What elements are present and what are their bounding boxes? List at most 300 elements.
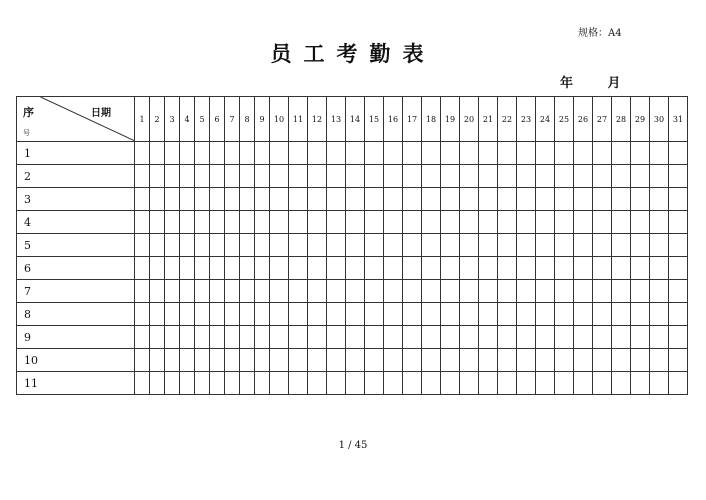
attendance-cell[interactable] — [536, 188, 555, 211]
attendance-cell[interactable] — [479, 349, 498, 372]
attendance-cell[interactable] — [225, 280, 240, 303]
attendance-cell[interactable] — [255, 211, 270, 234]
attendance-cell[interactable] — [650, 211, 669, 234]
attendance-cell[interactable] — [346, 280, 365, 303]
attendance-cell[interactable] — [327, 280, 346, 303]
attendance-cell[interactable] — [631, 211, 650, 234]
attendance-cell[interactable] — [460, 257, 479, 280]
attendance-cell[interactable] — [498, 142, 517, 165]
attendance-cell[interactable] — [327, 326, 346, 349]
attendance-cell[interactable] — [460, 280, 479, 303]
attendance-cell[interactable] — [650, 142, 669, 165]
attendance-cell[interactable] — [574, 280, 593, 303]
attendance-cell[interactable] — [384, 142, 403, 165]
attendance-cell[interactable] — [135, 257, 150, 280]
attendance-cell[interactable] — [650, 303, 669, 326]
attendance-cell[interactable] — [225, 303, 240, 326]
attendance-cell[interactable] — [195, 257, 210, 280]
attendance-cell[interactable] — [460, 142, 479, 165]
attendance-cell[interactable] — [479, 280, 498, 303]
attendance-cell[interactable] — [574, 211, 593, 234]
attendance-cell[interactable] — [555, 303, 574, 326]
attendance-cell[interactable] — [536, 280, 555, 303]
attendance-cell[interactable] — [669, 234, 688, 257]
attendance-cell[interactable] — [308, 165, 327, 188]
attendance-cell[interactable] — [669, 142, 688, 165]
attendance-cell[interactable] — [631, 234, 650, 257]
attendance-cell[interactable] — [270, 211, 289, 234]
attendance-cell[interactable] — [165, 142, 180, 165]
attendance-cell[interactable] — [612, 280, 631, 303]
attendance-cell[interactable] — [650, 234, 669, 257]
attendance-cell[interactable] — [669, 257, 688, 280]
attendance-cell[interactable] — [650, 349, 669, 372]
attendance-cell[interactable] — [422, 165, 441, 188]
attendance-cell[interactable] — [517, 349, 536, 372]
attendance-cell[interactable] — [240, 280, 255, 303]
attendance-cell[interactable] — [225, 142, 240, 165]
attendance-cell[interactable] — [574, 257, 593, 280]
attendance-cell[interactable] — [327, 349, 346, 372]
attendance-cell[interactable] — [240, 188, 255, 211]
attendance-cell[interactable] — [210, 349, 225, 372]
attendance-cell[interactable] — [150, 280, 165, 303]
attendance-cell[interactable] — [479, 326, 498, 349]
attendance-cell[interactable] — [195, 188, 210, 211]
attendance-cell[interactable] — [289, 211, 308, 234]
attendance-cell[interactable] — [403, 372, 422, 395]
attendance-cell[interactable] — [555, 372, 574, 395]
attendance-cell[interactable] — [346, 372, 365, 395]
attendance-cell[interactable] — [593, 303, 612, 326]
attendance-cell[interactable] — [593, 349, 612, 372]
attendance-cell[interactable] — [195, 211, 210, 234]
attendance-cell[interactable] — [327, 303, 346, 326]
attendance-cell[interactable] — [384, 257, 403, 280]
attendance-cell[interactable] — [403, 303, 422, 326]
attendance-cell[interactable] — [650, 165, 669, 188]
attendance-cell[interactable] — [289, 349, 308, 372]
attendance-cell[interactable] — [365, 349, 384, 372]
attendance-cell[interactable] — [180, 257, 195, 280]
attendance-cell[interactable] — [150, 257, 165, 280]
attendance-cell[interactable] — [517, 326, 536, 349]
attendance-cell[interactable] — [403, 280, 422, 303]
attendance-cell[interactable] — [240, 303, 255, 326]
attendance-cell[interactable] — [384, 280, 403, 303]
attendance-cell[interactable] — [498, 211, 517, 234]
attendance-cell[interactable] — [669, 188, 688, 211]
attendance-cell[interactable] — [289, 372, 308, 395]
attendance-cell[interactable] — [308, 326, 327, 349]
attendance-cell[interactable] — [593, 280, 612, 303]
attendance-cell[interactable] — [384, 234, 403, 257]
attendance-cell[interactable] — [180, 234, 195, 257]
attendance-cell[interactable] — [555, 165, 574, 188]
attendance-cell[interactable] — [308, 188, 327, 211]
attendance-cell[interactable] — [422, 257, 441, 280]
attendance-cell[interactable] — [422, 372, 441, 395]
attendance-cell[interactable] — [180, 303, 195, 326]
attendance-cell[interactable] — [384, 211, 403, 234]
attendance-cell[interactable] — [165, 234, 180, 257]
attendance-cell[interactable] — [517, 211, 536, 234]
attendance-cell[interactable] — [403, 326, 422, 349]
attendance-cell[interactable] — [210, 211, 225, 234]
attendance-cell[interactable] — [384, 188, 403, 211]
attendance-cell[interactable] — [240, 165, 255, 188]
attendance-cell[interactable] — [384, 326, 403, 349]
attendance-cell[interactable] — [346, 234, 365, 257]
attendance-cell[interactable] — [422, 349, 441, 372]
attendance-cell[interactable] — [422, 142, 441, 165]
attendance-cell[interactable] — [135, 165, 150, 188]
attendance-cell[interactable] — [460, 349, 479, 372]
attendance-cell[interactable] — [210, 257, 225, 280]
attendance-cell[interactable] — [574, 303, 593, 326]
attendance-cell[interactable] — [225, 326, 240, 349]
attendance-cell[interactable] — [555, 188, 574, 211]
attendance-cell[interactable] — [536, 211, 555, 234]
attendance-cell[interactable] — [574, 188, 593, 211]
attendance-cell[interactable] — [308, 303, 327, 326]
attendance-cell[interactable] — [346, 257, 365, 280]
attendance-cell[interactable] — [270, 326, 289, 349]
attendance-cell[interactable] — [225, 349, 240, 372]
attendance-cell[interactable] — [135, 303, 150, 326]
attendance-cell[interactable] — [555, 280, 574, 303]
attendance-cell[interactable] — [165, 211, 180, 234]
attendance-cell[interactable] — [479, 372, 498, 395]
attendance-cell[interactable] — [255, 280, 270, 303]
attendance-cell[interactable] — [460, 165, 479, 188]
attendance-cell[interactable] — [612, 326, 631, 349]
attendance-cell[interactable] — [441, 165, 460, 188]
attendance-cell[interactable] — [498, 280, 517, 303]
attendance-cell[interactable] — [225, 257, 240, 280]
attendance-cell[interactable] — [612, 142, 631, 165]
attendance-cell[interactable] — [210, 234, 225, 257]
attendance-cell[interactable] — [498, 303, 517, 326]
attendance-cell[interactable] — [460, 326, 479, 349]
attendance-cell[interactable] — [180, 280, 195, 303]
attendance-cell[interactable] — [441, 326, 460, 349]
attendance-cell[interactable] — [441, 188, 460, 211]
attendance-cell[interactable] — [365, 257, 384, 280]
attendance-cell[interactable] — [195, 303, 210, 326]
attendance-cell[interactable] — [135, 188, 150, 211]
attendance-cell[interactable] — [650, 188, 669, 211]
attendance-cell[interactable] — [631, 165, 650, 188]
attendance-cell[interactable] — [270, 142, 289, 165]
attendance-cell[interactable] — [308, 349, 327, 372]
attendance-cell[interactable] — [441, 349, 460, 372]
attendance-cell[interactable] — [210, 280, 225, 303]
attendance-cell[interactable] — [270, 303, 289, 326]
attendance-cell[interactable] — [225, 234, 240, 257]
attendance-cell[interactable] — [460, 372, 479, 395]
attendance-cell[interactable] — [255, 326, 270, 349]
attendance-cell[interactable] — [135, 349, 150, 372]
attendance-cell[interactable] — [210, 326, 225, 349]
attendance-cell[interactable] — [165, 326, 180, 349]
attendance-cell[interactable] — [517, 303, 536, 326]
attendance-cell[interactable] — [346, 326, 365, 349]
attendance-cell[interactable] — [536, 165, 555, 188]
attendance-cell[interactable] — [240, 211, 255, 234]
attendance-cell[interactable] — [180, 165, 195, 188]
attendance-cell[interactable] — [135, 234, 150, 257]
attendance-cell[interactable] — [498, 234, 517, 257]
attendance-cell[interactable] — [555, 257, 574, 280]
attendance-cell[interactable] — [365, 211, 384, 234]
attendance-cell[interactable] — [308, 280, 327, 303]
attendance-cell[interactable] — [479, 234, 498, 257]
attendance-cell[interactable] — [479, 303, 498, 326]
attendance-cell[interactable] — [346, 349, 365, 372]
attendance-cell[interactable] — [479, 142, 498, 165]
attendance-cell[interactable] — [498, 257, 517, 280]
attendance-cell[interactable] — [517, 188, 536, 211]
attendance-cell[interactable] — [150, 142, 165, 165]
attendance-cell[interactable] — [517, 280, 536, 303]
attendance-cell[interactable] — [165, 280, 180, 303]
attendance-cell[interactable] — [365, 326, 384, 349]
attendance-cell[interactable] — [441, 303, 460, 326]
attendance-cell[interactable] — [195, 372, 210, 395]
attendance-cell[interactable] — [498, 349, 517, 372]
attendance-cell[interactable] — [403, 142, 422, 165]
attendance-cell[interactable] — [255, 188, 270, 211]
attendance-cell[interactable] — [536, 142, 555, 165]
attendance-cell[interactable] — [346, 188, 365, 211]
attendance-cell[interactable] — [574, 372, 593, 395]
attendance-cell[interactable] — [270, 280, 289, 303]
attendance-cell[interactable] — [165, 188, 180, 211]
attendance-cell[interactable] — [135, 280, 150, 303]
attendance-cell[interactable] — [650, 257, 669, 280]
attendance-cell[interactable] — [403, 257, 422, 280]
attendance-cell[interactable] — [574, 142, 593, 165]
attendance-cell[interactable] — [327, 165, 346, 188]
attendance-cell[interactable] — [403, 234, 422, 257]
attendance-cell[interactable] — [403, 211, 422, 234]
attendance-cell[interactable] — [165, 257, 180, 280]
attendance-cell[interactable] — [180, 211, 195, 234]
attendance-cell[interactable] — [612, 188, 631, 211]
attendance-cell[interactable] — [441, 280, 460, 303]
attendance-cell[interactable] — [308, 257, 327, 280]
attendance-cell[interactable] — [479, 211, 498, 234]
attendance-cell[interactable] — [346, 142, 365, 165]
attendance-cell[interactable] — [669, 165, 688, 188]
attendance-cell[interactable] — [195, 349, 210, 372]
attendance-cell[interactable] — [255, 165, 270, 188]
attendance-cell[interactable] — [536, 234, 555, 257]
attendance-cell[interactable] — [255, 257, 270, 280]
attendance-cell[interactable] — [180, 349, 195, 372]
attendance-cell[interactable] — [195, 234, 210, 257]
attendance-cell[interactable] — [555, 234, 574, 257]
attendance-cell[interactable] — [346, 303, 365, 326]
attendance-cell[interactable] — [327, 188, 346, 211]
attendance-cell[interactable] — [422, 234, 441, 257]
attendance-cell[interactable] — [612, 303, 631, 326]
attendance-cell[interactable] — [555, 349, 574, 372]
attendance-cell[interactable] — [593, 211, 612, 234]
attendance-cell[interactable] — [612, 349, 631, 372]
attendance-cell[interactable] — [150, 349, 165, 372]
attendance-cell[interactable] — [270, 349, 289, 372]
attendance-cell[interactable] — [631, 303, 650, 326]
attendance-cell[interactable] — [574, 349, 593, 372]
attendance-cell[interactable] — [255, 372, 270, 395]
attendance-cell[interactable] — [574, 326, 593, 349]
attendance-cell[interactable] — [210, 372, 225, 395]
attendance-cell[interactable] — [327, 257, 346, 280]
attendance-cell[interactable] — [422, 326, 441, 349]
attendance-cell[interactable] — [365, 188, 384, 211]
attendance-cell[interactable] — [441, 142, 460, 165]
attendance-cell[interactable] — [669, 349, 688, 372]
attendance-cell[interactable] — [517, 257, 536, 280]
attendance-cell[interactable] — [346, 165, 365, 188]
attendance-cell[interactable] — [574, 165, 593, 188]
attendance-cell[interactable] — [289, 280, 308, 303]
attendance-cell[interactable] — [441, 234, 460, 257]
attendance-cell[interactable] — [536, 372, 555, 395]
attendance-cell[interactable] — [195, 165, 210, 188]
attendance-cell[interactable] — [165, 372, 180, 395]
attendance-cell[interactable] — [195, 142, 210, 165]
attendance-cell[interactable] — [289, 234, 308, 257]
attendance-cell[interactable] — [422, 188, 441, 211]
attendance-cell[interactable] — [631, 280, 650, 303]
attendance-cell[interactable] — [150, 234, 165, 257]
attendance-cell[interactable] — [517, 234, 536, 257]
attendance-cell[interactable] — [180, 142, 195, 165]
attendance-cell[interactable] — [365, 303, 384, 326]
attendance-cell[interactable] — [240, 142, 255, 165]
attendance-cell[interactable] — [150, 188, 165, 211]
attendance-cell[interactable] — [555, 142, 574, 165]
attendance-cell[interactable] — [593, 142, 612, 165]
attendance-cell[interactable] — [612, 211, 631, 234]
attendance-cell[interactable] — [498, 165, 517, 188]
attendance-cell[interactable] — [150, 303, 165, 326]
attendance-cell[interactable] — [650, 372, 669, 395]
attendance-cell[interactable] — [150, 326, 165, 349]
attendance-cell[interactable] — [150, 372, 165, 395]
attendance-cell[interactable] — [165, 165, 180, 188]
attendance-cell[interactable] — [270, 165, 289, 188]
attendance-cell[interactable] — [555, 211, 574, 234]
attendance-cell[interactable] — [422, 280, 441, 303]
attendance-cell[interactable] — [270, 188, 289, 211]
attendance-cell[interactable] — [289, 188, 308, 211]
attendance-cell[interactable] — [593, 326, 612, 349]
attendance-cell[interactable] — [210, 165, 225, 188]
attendance-cell[interactable] — [346, 211, 365, 234]
attendance-cell[interactable] — [225, 372, 240, 395]
attendance-cell[interactable] — [270, 372, 289, 395]
attendance-cell[interactable] — [612, 257, 631, 280]
attendance-cell[interactable] — [479, 257, 498, 280]
attendance-cell[interactable] — [135, 142, 150, 165]
attendance-cell[interactable] — [180, 372, 195, 395]
attendance-cell[interactable] — [195, 326, 210, 349]
attendance-cell[interactable] — [536, 303, 555, 326]
attendance-cell[interactable] — [441, 211, 460, 234]
attendance-cell[interactable] — [225, 188, 240, 211]
attendance-cell[interactable] — [460, 188, 479, 211]
attendance-cell[interactable] — [460, 211, 479, 234]
attendance-cell[interactable] — [327, 142, 346, 165]
attendance-cell[interactable] — [403, 165, 422, 188]
attendance-cell[interactable] — [612, 372, 631, 395]
attendance-cell[interactable] — [289, 326, 308, 349]
attendance-cell[interactable] — [308, 142, 327, 165]
attendance-cell[interactable] — [327, 372, 346, 395]
attendance-cell[interactable] — [308, 211, 327, 234]
attendance-cell[interactable] — [365, 372, 384, 395]
attendance-cell[interactable] — [422, 303, 441, 326]
attendance-cell[interactable] — [631, 326, 650, 349]
attendance-cell[interactable] — [650, 326, 669, 349]
attendance-cell[interactable] — [669, 326, 688, 349]
attendance-cell[interactable] — [536, 326, 555, 349]
attendance-cell[interactable] — [255, 303, 270, 326]
attendance-cell[interactable] — [150, 165, 165, 188]
attendance-cell[interactable] — [498, 372, 517, 395]
attendance-cell[interactable] — [225, 165, 240, 188]
attendance-cell[interactable] — [479, 188, 498, 211]
attendance-cell[interactable] — [210, 142, 225, 165]
attendance-cell[interactable] — [536, 257, 555, 280]
attendance-cell[interactable] — [631, 142, 650, 165]
attendance-cell[interactable] — [536, 349, 555, 372]
attendance-cell[interactable] — [403, 188, 422, 211]
attendance-cell[interactable] — [517, 165, 536, 188]
attendance-cell[interactable] — [135, 211, 150, 234]
attendance-cell[interactable] — [498, 188, 517, 211]
attendance-cell[interactable] — [240, 234, 255, 257]
attendance-cell[interactable] — [255, 142, 270, 165]
attendance-cell[interactable] — [517, 372, 536, 395]
attendance-cell[interactable] — [135, 372, 150, 395]
attendance-cell[interactable] — [460, 234, 479, 257]
attendance-cell[interactable] — [441, 257, 460, 280]
attendance-cell[interactable] — [289, 257, 308, 280]
attendance-cell[interactable] — [631, 372, 650, 395]
attendance-cell[interactable] — [593, 372, 612, 395]
attendance-cell[interactable] — [240, 349, 255, 372]
attendance-cell[interactable] — [165, 303, 180, 326]
attendance-cell[interactable] — [308, 372, 327, 395]
attendance-cell[interactable] — [669, 372, 688, 395]
attendance-cell[interactable] — [460, 303, 479, 326]
attendance-cell[interactable] — [669, 303, 688, 326]
attendance-cell[interactable] — [574, 234, 593, 257]
attendance-cell[interactable] — [384, 165, 403, 188]
attendance-cell[interactable] — [289, 142, 308, 165]
attendance-cell[interactable] — [631, 349, 650, 372]
attendance-cell[interactable] — [240, 326, 255, 349]
attendance-cell[interactable] — [365, 142, 384, 165]
attendance-cell[interactable] — [555, 326, 574, 349]
attendance-cell[interactable] — [384, 349, 403, 372]
attendance-cell[interactable] — [327, 234, 346, 257]
